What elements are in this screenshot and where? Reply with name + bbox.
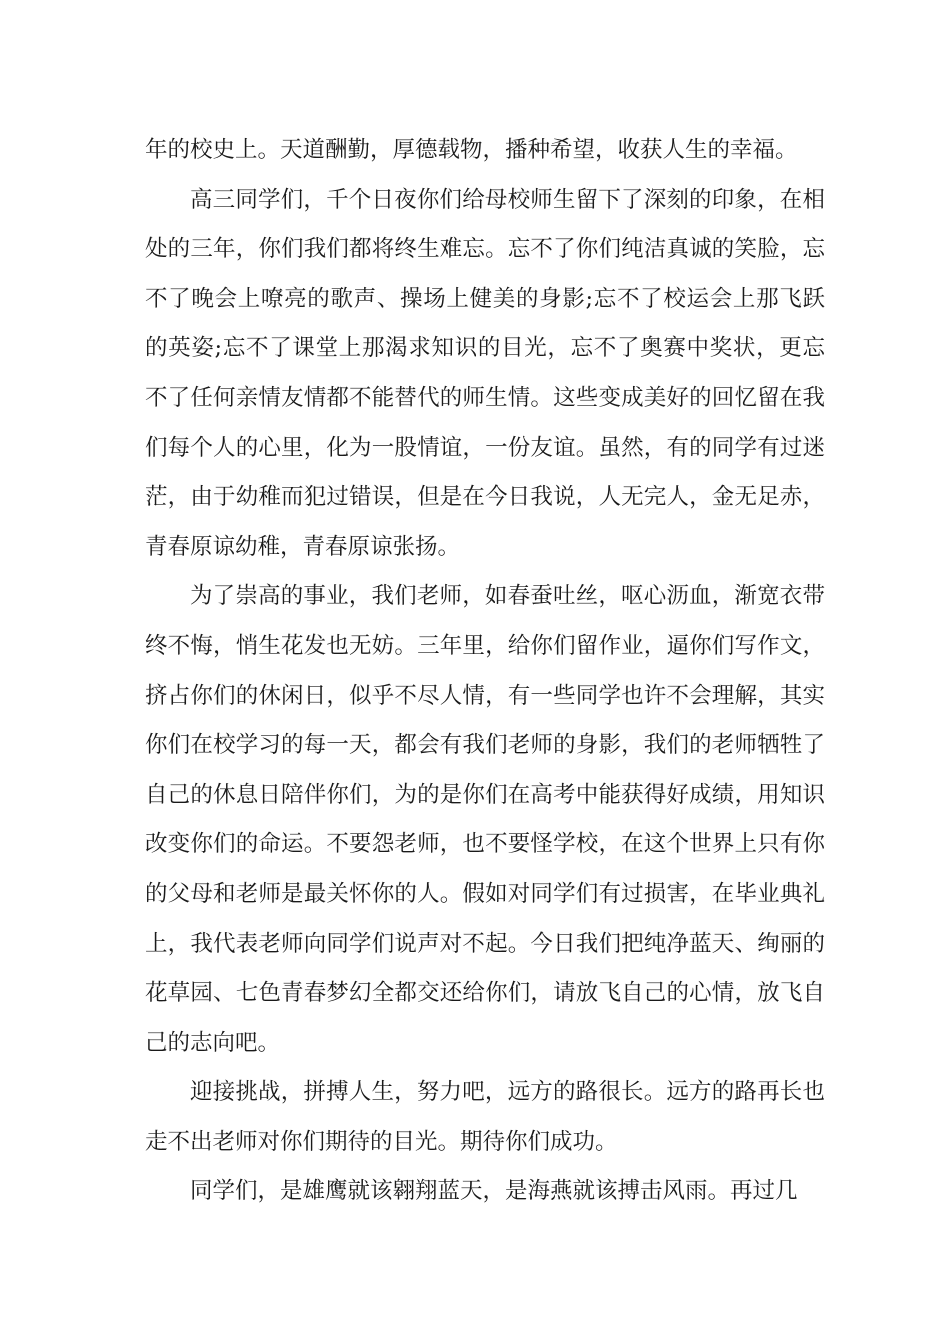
paragraph-3: 为了崇高的事业，我们老师，如春蚕吐丝，呕心沥血，渐宽衣带终不悔，悄生花发也无妨。三年里，给你们留作业，逼你们写作文，挤占你们的休闲日，似乎不尽人情，有一些同学也许不会理解，其实你们在校学习的每一天，都会有我们老师的身影，我们的老师牺牲了自己的休息日陪伴你们，为的是你们在高考中能获得好成绩，用知识改变你们的命运。不要怨老师，也不要怪学校，在这个世界上只有你的父母和老师是最关怀你的人。假如对同学们有过损害，在毕业典礼上，我代表老师向同学们说声对不起。今日我们把纯净蓝天、绚丽的花草园、七色青春梦幻全都交还给你们，请放飞自己的心情，放飞自己的志向吧。: [145, 583, 825, 1056]
paragraph-5: 同学们，是雄鹰就该翱翔蓝天，是海燕就该搏击风雨。再过几: [190, 1178, 798, 1205]
paragraph-4: 迎接挑战，拼搏人生，努力吧，远方的路很长。远方的路再长也走不出老师对你们期待的目光。期待你们成功。: [145, 1079, 825, 1155]
paragraph-2: 高三同学们，千个日夜你们给母校师生留下了深刻的印象，在相处的三年，你们我们都将终生难忘。忘不了你们纯洁真诚的笑脸，忘不了晚会上嘹亮的歌声、操场上健美的身影;忘不了校运会上那飞跃的英姿;忘不了课堂上那渴求知识的目光，忘不了奥赛中奖状，更忘不了任何亲情友情都不能替代的师生情。这些变成美好的回忆留在我们每个人的心里，化为一股情谊，一份友谊。虽然，有的同学有过迷茫，由于幼稚而犯过错误，但是在今日我说，人无完人，金无足赤，青春原谅幼稚，青春原谅张扬。: [145, 186, 825, 560]
paragraph-1: 年的校史上。天道酬勤，厚德载物，播种希望，收获人生的幸福。: [145, 137, 798, 163]
document-body: [145, 126, 825, 1217]
